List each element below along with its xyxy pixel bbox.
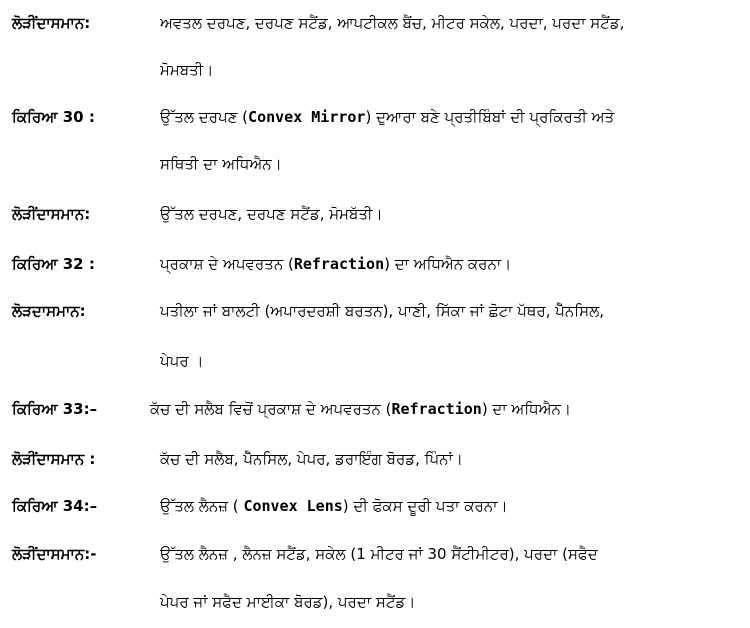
row-text: ਪਤੀਲਾ ਜਾਂ ਬਾਲਟੀ (ਅਪਾਰਦਰਸ਼ੀ ਬਰਤਨ), ਪਾਣੀ, ਸਿੱਕਾ ਜਾਂ ਛੋਟਾ ਪੱਥਰ, ਪੈੱਨਸਿਲ,: [160, 302, 605, 320]
row-text: ਉੱਤਲ ਲੈਨਜ਼ , ਲੈਨਜ਼ ਸਟੈਂਡ, ਸਕੇਲ (1 ਮੀਟਰ ਜਾਂ 30 ਸੈਂਟੀਮੀਟਰ), ਪਰਦਾ (ਸਫੈਦ: [160, 545, 598, 563]
term: Convex Mirror: [248, 108, 366, 126]
row-text: ਪ੍ਰਕਾਸ਼ ਦੇ ਅਪਵਰਤਨ (Refraction) ਦਾ ਅਧਿਐਨ ਕਰਨਾ।: [160, 255, 512, 273]
row-text: ਉੱਤਲ ਦਰਪਣ (Convex Mirror) ਦੁਆਰਾ ਬਣੇ ਪ੍ਰਤੀਬਿੰਬਾਂ ਦੀ ਪ੍ਰਕਿਰਤੀ ਅਤੇ: [160, 108, 615, 126]
row-label: ਕਿਰਿਆ 32 :: [12, 255, 95, 273]
row-label: ਕਿਰਿਆ 34:–: [12, 497, 98, 515]
term: Convex Lens: [243, 497, 343, 515]
term: Refraction: [391, 400, 482, 418]
row-label: ਲੋੜੀਂਦਾਸਮਾਨ:: [12, 14, 91, 32]
row-text: ਸਥਿਤੀ ਦਾ ਅਧਿਐਨ।: [160, 155, 282, 173]
row-label: ਕਿਰਿਆ 30 :: [12, 108, 95, 126]
row-text: ਅਵਤਲ ਦਰਪਣ, ਦਰਪਣ ਸਟੈਂਡ, ਆਪਟੀਕਲ ਬੈਂਚ, ਮੀਟਰ ਸਕੇਲ, ਪਰਦਾ, ਪਰਦਾ ਸਟੈਂਡ,: [160, 14, 625, 32]
row-text: ਪੇਪਰ ।: [160, 352, 204, 370]
row-text: ਕੱਚ ਦੀ ਸਲੈਬ ਵਿਚੋਂ ਪ੍ਰਕਾਸ਼ ਦੇ ਅਪਵਰਤਨ (Refraction) ਦਾ ਅਧਿਐਨ।: [150, 400, 571, 418]
row-text: ਮੋਮਬਤੀ।: [160, 61, 214, 79]
row-label: ਲੋੜੀਂਦਾਸਮਾਨ:: [12, 205, 91, 223]
row-label: ਕਿਰਿਆ 33:–: [12, 400, 98, 418]
row-label: ਲੋੜੀਂਦਾਸਮਾਨ:-: [12, 545, 97, 563]
row-label: ਲੋੜਦਾਸਮਾਨ:: [12, 302, 86, 320]
row-text: ਪੇਪਰ ਜਾਂ ਸਫੈਦ ਮਾਈਕਾ ਬੋਰਡ), ਪਰਦਾ ਸਟੈਂਡ।: [160, 593, 416, 611]
row-text: ਕੱਚ ਦੀ ਸਲੈਬ, ਪੈੱਨਸਿਲ, ਪੇਪਰ, ਡਰਾਇੰਗ ਬੋਰਡ, ਪਿੰਨਾਂ।: [160, 450, 463, 468]
row-label: ਲੋੜੀਂਦਾਸਮਾਨ :: [12, 450, 96, 468]
row-text: ਉੱਤਲ ਦਰਪਣ, ਦਰਪਣ ਸਟੈਂਡ, ਮੋਮਬੱਤੀ।: [160, 205, 383, 223]
row-text: ਉੱਤਲ ਲੈਨਜ਼ ( Convex Lens) ਦੀ ਫੋਕਸ ਦੂਰੀ ਪਤਾ ਕਰਨਾ।: [160, 497, 508, 515]
term: Refraction: [293, 255, 385, 273]
